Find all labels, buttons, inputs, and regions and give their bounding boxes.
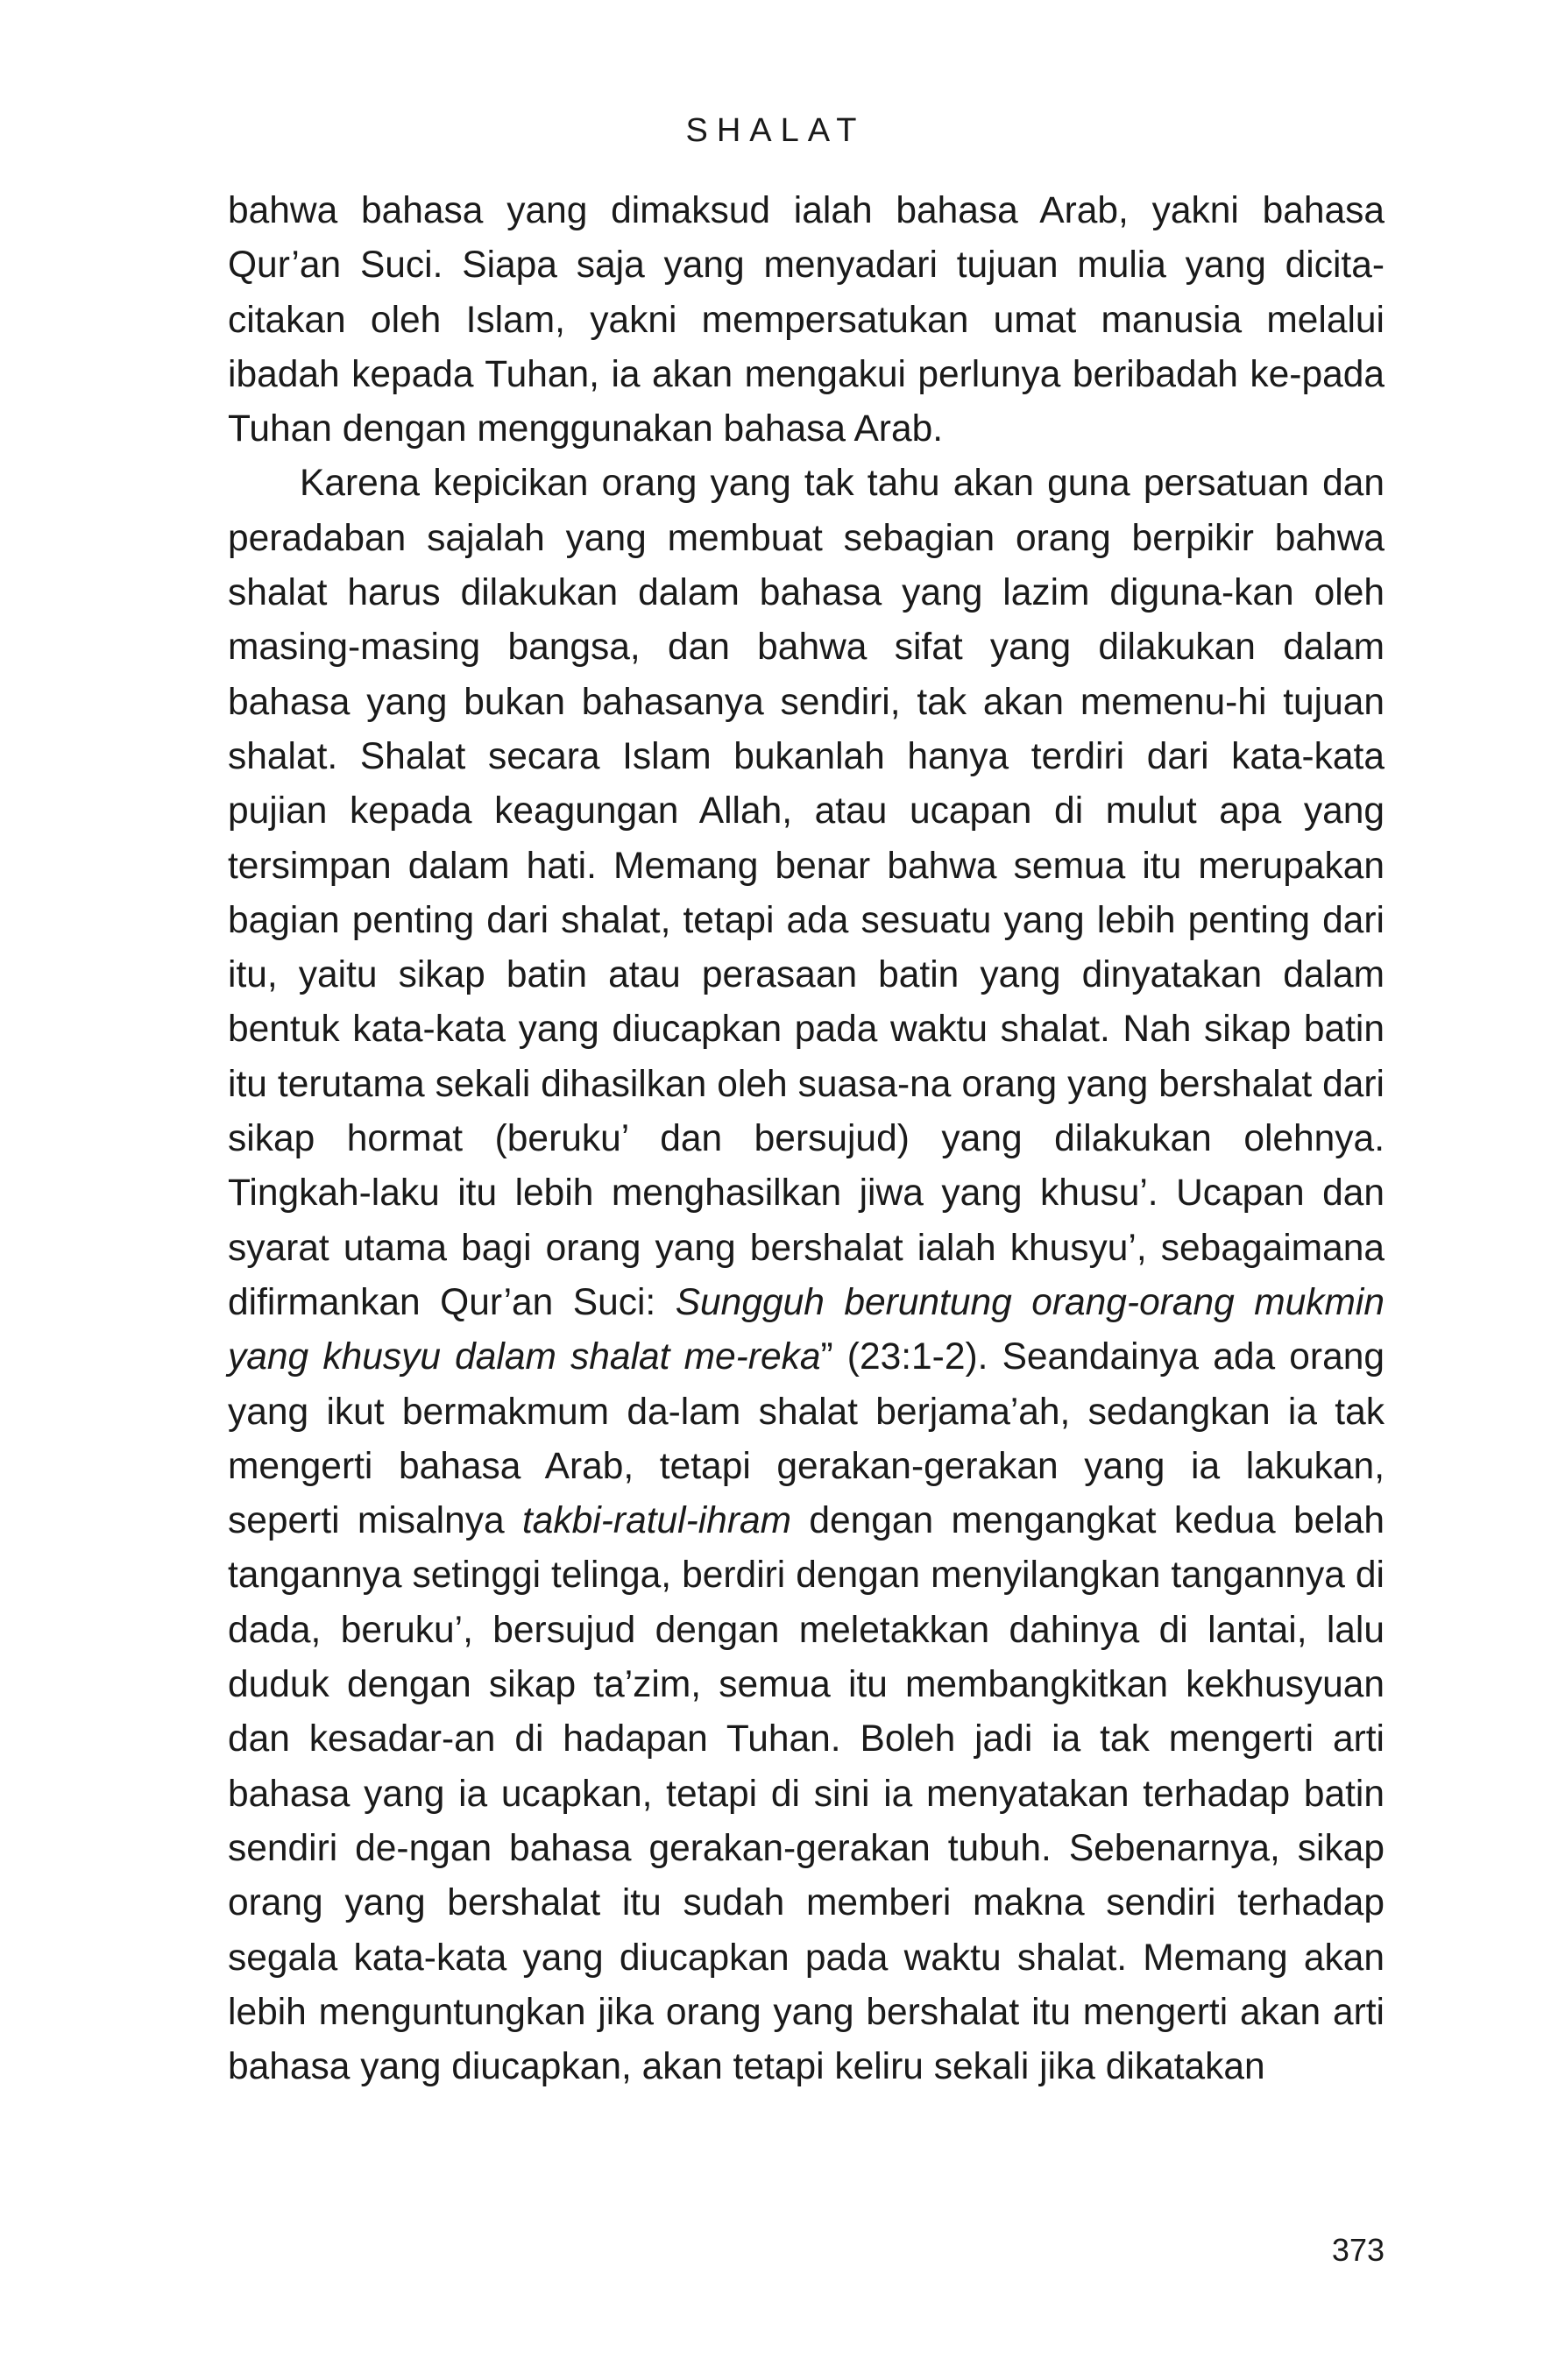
running-head-title: SHALAT — [685, 112, 866, 149]
body-text — [228, 184, 1385, 2094]
paragraph-2-text-a: Karena kepicikan orang yang tak tahu akan guna persatuan dan peradaban sajalah yang membuat sebagian orang berpikir bahwa shalat harus dilakukan dalam bahasa yang lazim diguna-kan oleh masing-masing bangsa, dan bahwa sifat yang dilakukan dalam bahasa yang bukan bahasanya sendiri, tak akan memenu-hi tujuan shalat. Shalat secara Islam bukanlah hanya terdiri dari kata-kata pujian kepada keagungan Allah, atau ucapan di mulut apa yang tersimpan dalam hati. Memang benar bahwa semua itu merupakan bagian penting dari shalat, tetapi ada sesuatu yang lebih penting dari itu, yaitu sikap batin atau perasaan batin yang dinyatakan dalam bentuk kata-kata yang diucapkan pada waktu shalat. Nah sikap batin itu terutama sekali dihasilkan oleh suasa-na orang yang bershalat dari sikap hormat (beruku’ dan bersujud) yang dilakukan olehnya. Tingkah-laku itu lebih menghasilkan jiwa yang khusu’. Ucapan dan syarat utama bagi orang yang bershalat ialah khusyu’, sebagaimana difirmankan Qur’an Suci: — [228, 463, 1385, 1323]
paragraph-1: bahwa bahasa yang dimaksud ialah bahasa Arab, yakni bahasa Qur’an Suci. Siapa saja yang menyadari tujuan mulia yang dicita-citakan oleh Islam, yakni mempersatukan umat manusia melalui ibadah kepada Tuhan, ia akan mengakui perlunya beribadah ke-pada Tuhan dengan menggunakan bahasa Arab. — [228, 190, 1385, 450]
paragraph-2-text-b: ” (23:1-2). Seandainya ada orang yang ikut bermakmum da-lam shalat berjama’ah, sedangkan ia tak mengerti bahasa Arab, tetapi gerakan-gerakan yang ia lakukan, seperti misalnya — [228, 1336, 1385, 1542]
quran-quote: Sungguh beruntung orang-orang mukmin yang khusyu dalam shalat me-reka — [228, 1281, 1385, 1378]
arabic-term: takbi-ratul-ihram — [521, 1500, 792, 1542]
page-number: 373 — [1331, 2232, 1385, 2268]
paragraph-2 — [228, 457, 1385, 2094]
paragraph-2-text-c: dengan mengangkat kedua belah tangannya setinggi telinga, berdiri dengan menyilangkan tangannya di dada, beruku’, bersujud dengan meletakkan dahinya di lantai, lalu duduk dengan sikap ta’zim, semua itu membangkitkan kekhusyuan dan kesadar-an di hadapan Tuhan. Boleh jadi ia tak mengerti arti bahasa yang ia ucapkan, tetapi di sini ia menyatakan terhadap batin sendiri de-ngan bahasa gerakan-gerakan tubuh. Sebenarnya, sikap orang yang bershalat itu sudah memberi makna sendiri terhadap segala kata-kata yang diucapkan pada waktu shalat. Memang akan lebih menguntungkan jika orang yang bershalat itu mengerti akan arti bahasa yang diucapkan, akan tetapi keliru sekali jika dikatakan — [228, 1500, 1385, 2088]
